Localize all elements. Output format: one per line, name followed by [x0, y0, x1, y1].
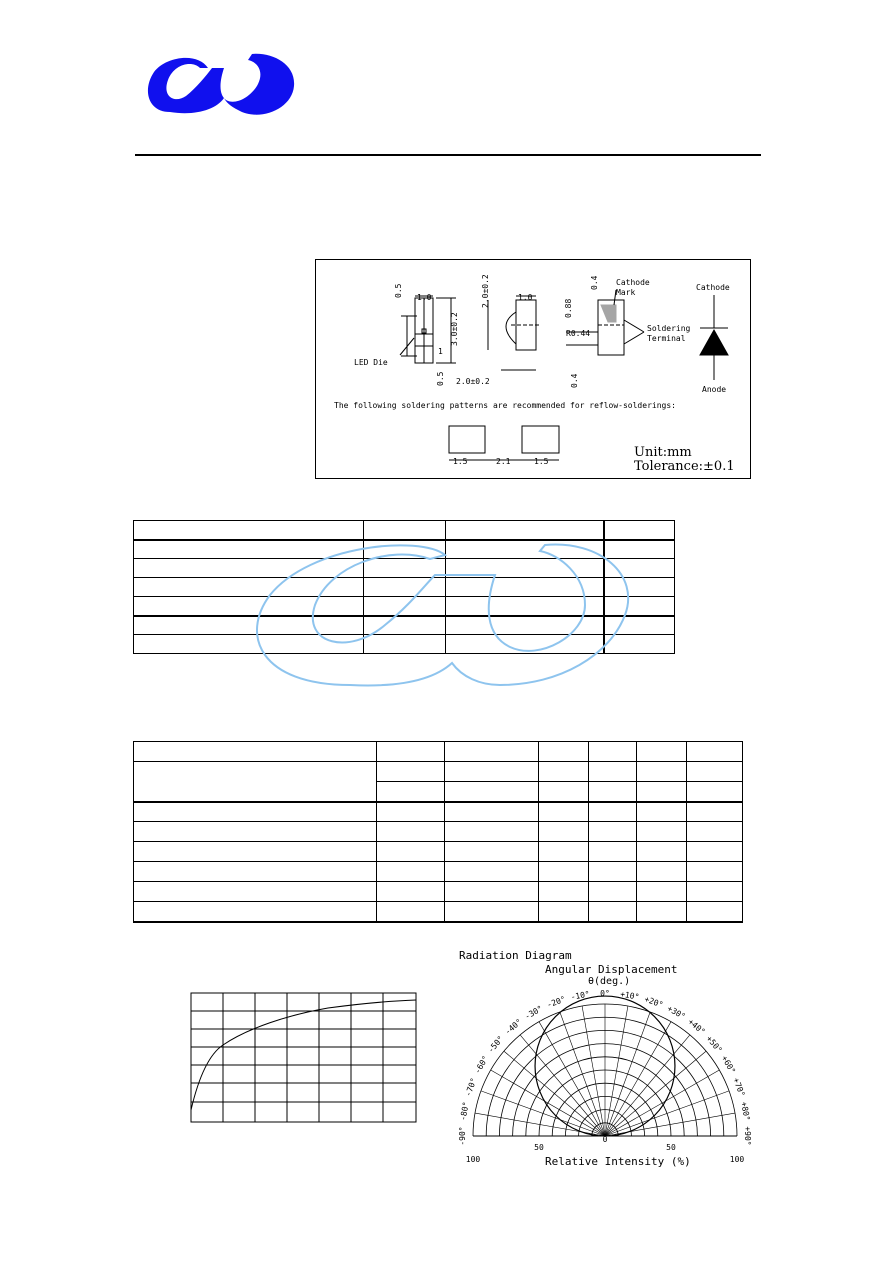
dim-1-b: 1: [438, 347, 443, 356]
angle-label: -30°: [523, 1003, 545, 1022]
table-row: [134, 616, 675, 635]
dim-3-0: 3.0±0.2: [450, 312, 459, 346]
polar-plot: [455, 945, 755, 1175]
solder-pad-right: [522, 426, 559, 453]
label-led-die: LED Die: [354, 358, 388, 367]
radiation-subtitle: Angular Displacement: [545, 963, 678, 976]
label-soldering-1: Soldering: [647, 324, 691, 333]
table-row: [134, 822, 743, 842]
label-soldering-2: Terminal: [647, 334, 686, 343]
label-anode: Anode: [702, 385, 727, 394]
intensity-label: 100: [729, 1155, 745, 1164]
label-cathode: Cathode: [696, 283, 730, 292]
angle-label: 0°: [600, 989, 610, 998]
dim-2-0-vert: 2.0±0.2: [481, 274, 490, 308]
angle-label: +80°: [739, 1100, 752, 1122]
radiation-diagram: [455, 945, 755, 1175]
table-2-header-row: [134, 762, 743, 782]
table-row: [134, 597, 675, 616]
table-row: [134, 578, 675, 597]
diode-triangle: [700, 330, 728, 355]
angle-label: +10°: [619, 989, 641, 1002]
curve-chart-grid: [191, 993, 416, 1122]
table-row: [134, 842, 743, 862]
curve-chart-frame: [191, 993, 416, 1122]
table-row: [134, 902, 743, 922]
label-cathode-mark-2: Mark: [616, 288, 636, 297]
angle-label: +20°: [643, 994, 665, 1010]
label-cathode-mark-1: Cathode: [616, 278, 650, 287]
table-row: [134, 802, 743, 822]
table-1: [133, 520, 675, 654]
table-2: [133, 741, 743, 923]
angle-label: +40°: [686, 1017, 707, 1037]
table-row: [134, 540, 675, 559]
header-rule: [135, 154, 761, 156]
table-row: [134, 862, 743, 882]
angle-label: -40°: [503, 1017, 524, 1037]
angle-label: +70°: [731, 1076, 747, 1098]
dim-1-0-a: 1.0: [417, 293, 432, 302]
dimension-drawing: [315, 259, 751, 479]
tolerance-label: Tolerance:±0.1: [634, 459, 735, 474]
table-row: [134, 635, 675, 654]
angle-label: -70°: [463, 1076, 479, 1098]
radiation-theta-label: θ(deg.): [588, 976, 631, 987]
pad-dim-1: 1.5: [453, 457, 468, 466]
logo-mark: [148, 54, 294, 115]
angle-label: -10°: [569, 989, 591, 1002]
intensity-label: 100: [465, 1155, 481, 1164]
dim-0-4-top: 0.4: [590, 275, 599, 290]
angle-label: -20°: [545, 994, 567, 1010]
angle-label: -80°: [458, 1100, 471, 1122]
dim-0-5-bot: 0.5: [436, 371, 445, 386]
solder-pad-left: [449, 426, 485, 453]
intensity-label: 50: [666, 1143, 676, 1152]
dim-0-88: 0.88: [564, 298, 573, 318]
angle-label: +90°: [743, 1126, 752, 1146]
unit-label: Unit:mm: [634, 445, 692, 460]
angle-label: +30°: [665, 1003, 687, 1022]
intensity-label: 0: [602, 1135, 608, 1144]
drawing-svg: [316, 260, 752, 480]
intensity-label: 50: [534, 1143, 544, 1152]
company-logo: [140, 50, 300, 120]
table-2-header-row: [134, 742, 743, 762]
angle-label: -50°: [486, 1034, 506, 1055]
table-row: [134, 882, 743, 902]
table-1-header-row: [134, 521, 675, 540]
dim-r0-44: R0.44: [566, 329, 591, 338]
radiation-title: Radiation Diagram: [459, 949, 572, 962]
dim-2-0-horiz: 2.0±0.2: [456, 377, 490, 386]
dim-0-4-bot: 0.4: [570, 373, 579, 388]
dim-0-5-top: 0.5: [394, 283, 403, 298]
pad-dim-2: 2.1: [496, 457, 511, 466]
curve-line: [191, 1000, 416, 1110]
angle-label: -60°: [472, 1054, 491, 1076]
angle-label: +50°: [704, 1034, 724, 1055]
radiation-x-label: Relative Intensity (%): [545, 1155, 691, 1168]
dim-1-0-b: 1.0: [518, 293, 533, 302]
pad-dim-3: 1.5: [534, 457, 549, 466]
curve-chart: [188, 990, 418, 1125]
solder-note: The following soldering patterns are recommended for reflow-solderings:: [334, 401, 676, 410]
angle-label: +60°: [719, 1054, 738, 1076]
table-row: [134, 559, 675, 578]
angle-label: -90°: [458, 1126, 467, 1146]
